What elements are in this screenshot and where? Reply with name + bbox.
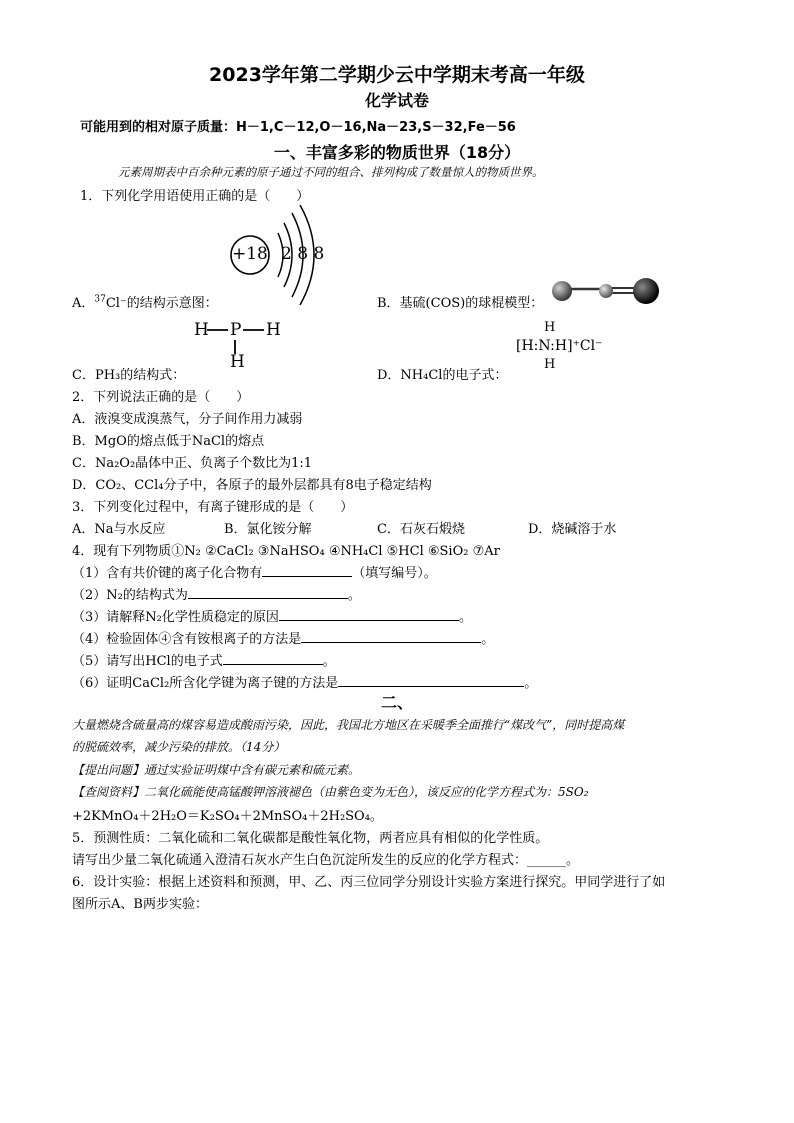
q3-option-c: C．石灰石煅烧: [377, 522, 465, 537]
q3-option-a: A．Na与水反应: [72, 522, 166, 537]
q4-part-5: （5）请写出HCl的电子式 。: [72, 654, 336, 669]
q3-option-b: B．氯化铵分解: [224, 522, 312, 537]
q3-stem: 3．下列变化过程中，有离子键形成的是（ ）: [72, 500, 354, 515]
question-raise: 【提出问题】通过实验证明煤中含有碳元素和硫元素。: [72, 763, 361, 777]
nh4cl-electron-formula: [H:N:H]⁺Cl⁻: [516, 338, 603, 354]
q5-line2: 请写出少量二氧化硫通入澄清石灰水产生白色沉淀所发生的反应的化学方程式：______。: [72, 853, 580, 868]
answer-blank[interactable]: [301, 630, 481, 643]
ph3-h-left: H: [194, 320, 209, 340]
answer-blank[interactable]: [223, 652, 323, 665]
section1-intro: 元素周期表中百余种元素的原子通过不同的组合、排列构成了数量惊人的物质世界。: [118, 165, 544, 179]
exam-title: 2023学年第二学期少云中学期末考高一年级: [209, 64, 585, 86]
q4-part-1: （1）含有共价键的离子化合物有 （填写编号）。: [72, 566, 437, 581]
q2-stem: 2．下列说法正确的是（ ）: [72, 390, 250, 405]
nh4-h-top: H: [544, 320, 556, 335]
reference-equation: +2KMnO₄＋2H₂O＝K₂SO₄＋2MnSO₄＋2H₂SO₄。: [72, 809, 383, 824]
option-a-text: Cl⁻的结构示意图：: [105, 296, 218, 311]
answer-blank[interactable]: [262, 564, 352, 577]
answer-blank[interactable]: [338, 674, 524, 687]
atomic-masses: 可能用到的相对原子质量：H－1,C－12,O－16,Na－23,S－32,Fe－56: [80, 120, 516, 135]
q2-option-a: A．液溴变成溴蒸气，分子间作用力减弱: [72, 412, 303, 427]
section2-intro-line1: 大量燃烧含硫量高的煤容易造成酸雨污染，因此，我国北方地区在采暖季全面推行“煤改气”，同时提高煤: [72, 718, 625, 732]
ph3-bonds: [190, 318, 290, 358]
reference-line1: 【查阅资料】二氧化硫能使高锰酸钾溶液褪色（由紫色变为无色），该反应的化学方程式为：5SO₂: [72, 785, 589, 799]
q1-option-d: D．NH₄Cl的电子式：: [377, 368, 508, 383]
answer-blank[interactable]: [188, 586, 348, 599]
q4-part-6: （6）证明CaCl₂所含化学键为离子键的方法是 。: [72, 676, 538, 691]
q5-line1: 5．预测性质：二氧化硫和二氧化碳都是酸性氧化物，两者应具有相似的化学性质。: [72, 831, 549, 846]
section1-heading: 一、丰富多彩的物质世界（18分）: [273, 143, 521, 162]
sulfur-atom: [552, 281, 572, 301]
q4-stem: 4．现有下列物质①N₂ ②CaCl₂ ③NaHSO₄ ④NH₄Cl ⑤HCl ⑥SiO₂ ⑦Ar: [72, 544, 500, 559]
q3-option-d: D．烧碱溶于水: [528, 522, 617, 537]
answer-blank[interactable]: [279, 608, 459, 621]
q6-line1: 6．设计实验：根据上述资料和预测，甲、乙、丙三位同学分别设计实验方案进行探究。甲同学进行了如: [72, 875, 666, 890]
q2-option-c: C．Na₂O₂晶体中正、负离子个数比为1:1: [72, 456, 313, 471]
oxygen-atom: [633, 278, 659, 304]
section2-intro-line2: 的脱硫效率，减少污染的排放。（14分）: [72, 740, 286, 754]
ph3-h-right: H: [266, 320, 281, 340]
q1-stem: 1．下列化学用语使用正确的是（ ）: [80, 189, 310, 204]
q4-part-2: （2）N₂的结构式为 。: [72, 588, 361, 603]
q1-option-c: C．PH₃的结构式：: [72, 368, 186, 383]
q1-option-b: B．基硫(COS)的球棍模型：: [377, 296, 544, 311]
q6-line2: 图所示A、B两步实验：: [72, 897, 208, 912]
q4-part-3: （3）请解释N₂化学性质稳定的原因 。: [72, 610, 472, 625]
nucleus-charge: +18: [232, 244, 268, 264]
section2-heading: 二、: [380, 693, 413, 712]
isotope-mass: 37: [94, 294, 106, 305]
q2-option-d: D．CO₂、CCl₄分子中，各原子的最外层都具有8电子稳定结构: [72, 478, 432, 493]
q4-part-4: （4）检验固体④含有铵根离子的方法是 。: [72, 632, 495, 647]
carbon-atom: [599, 284, 613, 298]
exam-subtitle: 化学试卷: [364, 91, 429, 110]
q2-option-b: B．MgO的熔点低于NaCl的熔点: [72, 434, 265, 449]
electron-shells: 2 8 8: [281, 244, 325, 264]
option-a-label: A．: [72, 296, 95, 311]
ph3-h-bottom: H: [230, 352, 245, 372]
cos-model: [549, 277, 661, 307]
ph3-p: P: [230, 320, 242, 340]
nh4-h-bottom: H: [544, 357, 556, 372]
q1-option-a: [72, 292, 218, 311]
